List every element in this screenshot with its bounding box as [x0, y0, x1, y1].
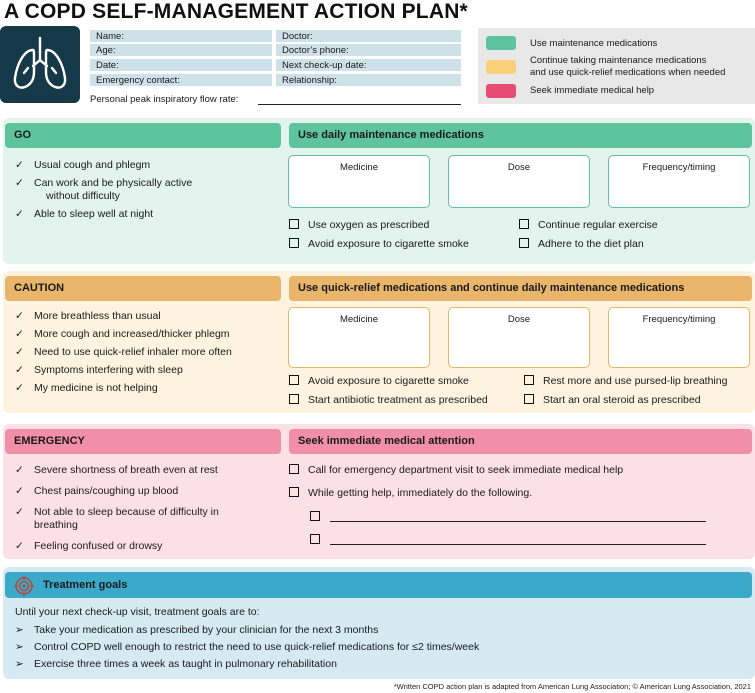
go-medicine-box[interactable]: Medicine: [288, 155, 430, 208]
caution-checkbox-rest[interactable]: Rest more and use pursed-lip breathing: [524, 375, 727, 387]
caution-medicine-box[interactable]: Medicine: [288, 307, 430, 368]
arrow-bullet-icon: ➢: [15, 641, 24, 653]
list-item: ✓ Chest pains/coughing up blood: [15, 485, 179, 497]
caution-header: CAUTION: [5, 276, 281, 301]
check-mark-icon: ✓: [15, 310, 24, 322]
check-mark-icon: ✓: [15, 208, 24, 220]
checkbox-icon[interactable]: [519, 219, 529, 229]
go-panel: [3, 118, 755, 264]
emergency-fill-line-2[interactable]: [330, 544, 706, 545]
check-mark-icon: ✓: [15, 346, 24, 358]
peak-flow-input-line[interactable]: [258, 104, 461, 105]
date-field[interactable]: Date:: [90, 59, 272, 72]
checkbox-icon[interactable]: [289, 394, 299, 404]
lungs-logo: [0, 26, 80, 103]
treatment-panel: [3, 567, 755, 679]
treatment-intro: Until your next check-up visit, treatment goals are to:: [15, 606, 260, 618]
age-field[interactable]: Age:: [90, 44, 272, 57]
checkbox-icon[interactable]: [524, 394, 534, 404]
emergency-checkbox-help[interactable]: While getting help, immediately do the following.: [289, 487, 532, 499]
check-mark-icon: ✓: [15, 540, 24, 552]
list-item: ✓ Symptoms interfering with sleep: [15, 364, 183, 376]
list-item: ✓ Severe shortness of breath even at rest: [15, 464, 218, 476]
doctor-phone-field[interactable]: Doctor’s phone:: [276, 44, 461, 57]
emergency-header: EMERGENCY: [5, 429, 281, 454]
legend-label-yellow: Continue taking maintenance medications: [530, 55, 707, 66]
caution-frequency-box[interactable]: Frequency/timing: [608, 307, 750, 368]
checkbox-icon[interactable]: [289, 238, 299, 248]
list-item-continuation: without difficulty: [46, 190, 120, 202]
go-dose-box[interactable]: Dose: [448, 155, 590, 208]
doctor-field[interactable]: Doctor:: [276, 30, 461, 43]
go-header: GO: [5, 123, 281, 148]
legend-red-swatch: [486, 84, 516, 98]
checkbox-icon[interactable]: [310, 511, 320, 521]
legend-label-yellow-2: and use quick-relief medications when needed: [530, 67, 726, 78]
go-symptom-list: [15, 159, 192, 226]
check-mark-icon: ✓: [15, 464, 24, 476]
caution-action-header: Use quick-relief medications and continue daily maintenance medications: [289, 276, 752, 301]
arrow-bullet-icon: ➢: [15, 624, 24, 636]
next-checkup-field[interactable]: Next check-up date:: [276, 59, 461, 72]
peak-flow-label: Personal peak inspiratory flow rate:: [90, 94, 239, 105]
list-item: ➢ Control COPD well enough to restrict the need to use quick-relief medications for ≤2 times/week: [15, 641, 480, 653]
list-item: ➢ Take your medication as prescribed by your clinician for the next 3 months: [15, 624, 379, 636]
checkbox-icon[interactable]: [310, 534, 320, 544]
list-item: ✓ Need to use quick-relief inhaler more often: [15, 346, 232, 358]
footnote: *Written COPD action plan is adapted from American Lung Association; © American Lung Association, 2021: [393, 682, 751, 691]
go-action-header: Use daily maintenance medications: [289, 123, 752, 148]
go-checkbox-oxygen[interactable]: Use oxygen as prescribed: [289, 219, 429, 231]
arrow-bullet-icon: ➢: [15, 658, 24, 670]
legend-green-swatch: [486, 36, 516, 50]
color-legend: [478, 28, 755, 104]
caution-checkbox-smoke[interactable]: Avoid exposure to cigarette smoke: [289, 375, 469, 387]
check-mark-icon: ✓: [15, 159, 24, 171]
list-item: ✓ Not able to sleep because of difficulty in: [15, 506, 219, 518]
check-mark-icon: ✓: [15, 177, 24, 189]
list-item: ✓ Able to sleep well at night: [15, 208, 154, 220]
list-item: ✓ More breathless than usual: [15, 310, 161, 322]
emergency-symptom-list: [15, 464, 219, 558]
legend-yellow-swatch: [486, 60, 516, 74]
caution-dose-box[interactable]: Dose: [448, 307, 590, 368]
checkbox-icon[interactable]: [289, 464, 299, 474]
emergency-fill-line-1[interactable]: [330, 521, 706, 522]
emergency-checkbox-call[interactable]: Call for emergency department visit to seek immediate medical help: [289, 464, 623, 476]
emergency-action-header: Seek immediate medical attention: [289, 429, 752, 454]
check-mark-icon: ✓: [15, 328, 24, 340]
check-mark-icon: ✓: [15, 485, 24, 497]
go-checkbox-diet[interactable]: Adhere to the diet plan: [519, 238, 644, 250]
check-mark-icon: ✓: [15, 364, 24, 376]
relationship-field[interactable]: Relationship:: [276, 74, 461, 87]
checkbox-icon[interactable]: [289, 375, 299, 385]
treatment-goal-list: [15, 624, 479, 671]
list-item: ✓ Feeling confused or drowsy: [15, 540, 163, 552]
check-mark-icon: ✓: [15, 382, 24, 394]
emergency-panel: [3, 424, 755, 559]
go-checkbox-smoke[interactable]: Avoid exposure to cigarette smoke: [289, 238, 469, 250]
target-icon: [14, 576, 34, 596]
name-field[interactable]: Name:: [90, 30, 272, 43]
caution-symptom-list: [15, 310, 232, 400]
emergency-contact-field[interactable]: Emergency contact:: [90, 74, 272, 87]
caution-checkbox-steroid[interactable]: Start an oral steroid as prescribed: [524, 394, 701, 406]
checkbox-icon[interactable]: [289, 487, 299, 497]
checkbox-icon[interactable]: [289, 219, 299, 229]
legend-label-green: Use maintenance medications: [530, 38, 658, 49]
page-title: A COPD SELF-MANAGEMENT ACTION PLAN*: [4, 0, 468, 23]
check-mark-icon: ✓: [15, 506, 24, 518]
caution-checkbox-antibiotic[interactable]: Start antibiotic treatment as prescribed: [289, 394, 488, 406]
list-item: ✓ Can work and be physically active: [15, 177, 193, 189]
list-item: ✓ More cough and increased/thicker phlegm: [15, 328, 230, 340]
lungs-icon: [0, 26, 80, 103]
list-item-continuation: breathing: [34, 519, 78, 531]
go-frequency-box[interactable]: Frequency/timing: [608, 155, 750, 208]
checkbox-icon[interactable]: [524, 375, 534, 385]
list-item: ✓ Usual cough and phlegm: [15, 159, 151, 171]
go-checkbox-exercise[interactable]: Continue regular exercise: [519, 219, 658, 231]
list-item: ✓ My medicine is not helping: [15, 382, 158, 394]
checkbox-icon[interactable]: [519, 238, 529, 248]
emergency-sub-checkbox-1[interactable]: [310, 511, 329, 523]
list-item: ➢ Exercise three times a week as taught in pulmonary rehabilitation: [15, 658, 337, 670]
legend-label-red: Seek immediate medical help: [530, 85, 655, 96]
caution-panel: [3, 271, 755, 413]
emergency-sub-checkbox-2[interactable]: [310, 534, 329, 546]
treatment-header: Treatment goals: [5, 572, 752, 598]
